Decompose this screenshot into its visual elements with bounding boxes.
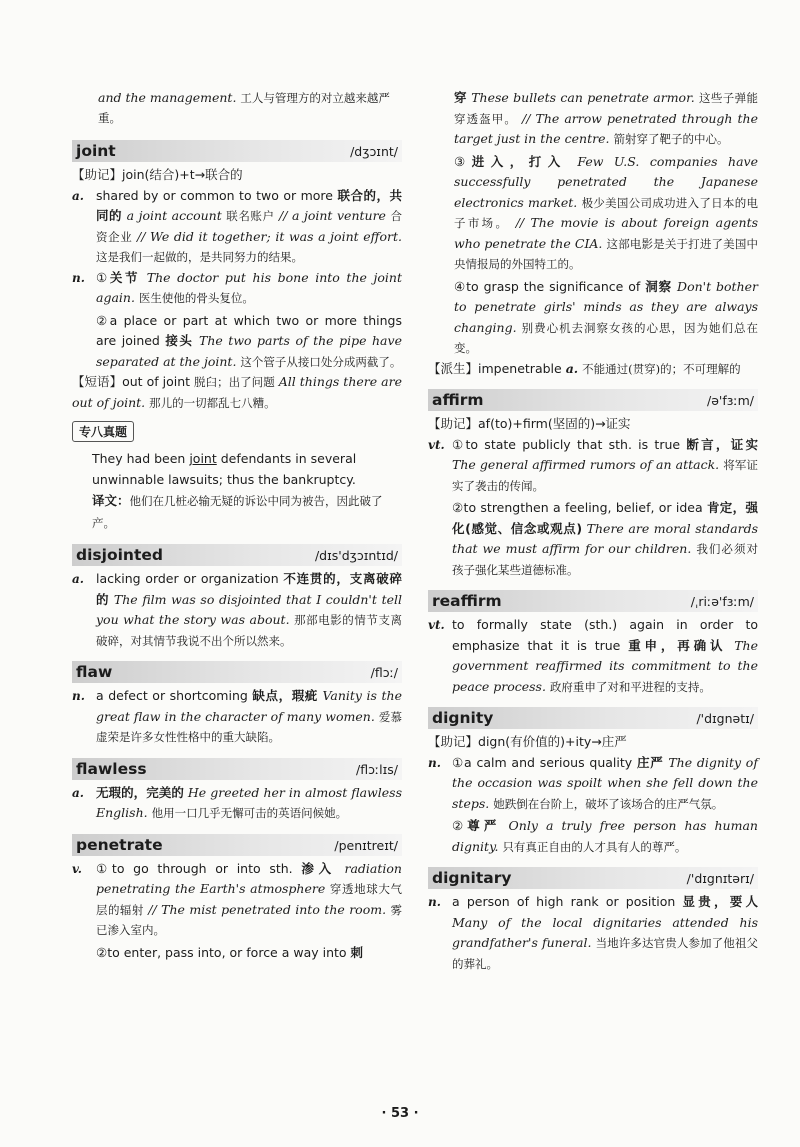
phonetic: /ˌriːə'fɜːm/	[690, 594, 754, 609]
sense-noun: n. ①关节 The doctor put his bone into the joint again. 医生使他的骨头复位。 ②a place or part at which two or more things are joined 接头 The two parts of the pipe have separated at the joint. 这个管子从接口处分成两截了。	[72, 269, 402, 369]
entry-dignitary	[428, 867, 758, 974]
sense: a. 无瑕的，完美的 He greeted her in almost flawless English. 他用一口几乎无懈可击的英语问候她。	[72, 784, 402, 820]
continuation-text: and the management. 工人与管理方的对立越来越严重。	[98, 90, 390, 125]
headword-bar	[72, 140, 402, 162]
headword: penetrate	[76, 835, 163, 854]
entry-joint	[72, 140, 402, 534]
entry-disjointed	[72, 544, 402, 651]
left-column	[72, 88, 402, 963]
headword-bar	[428, 867, 758, 889]
derived-form: 【派生】impenetrable a. 不能通过(贯穿)的；不可理解的	[428, 360, 741, 376]
sense: n. a defect or shortcoming 缺点，瑕疵 Vanity is the great flaw in the character of many women. 爱慕虚荣是许多女性性格中的重大缺陷。	[72, 688, 402, 744]
headword-bar	[72, 758, 402, 780]
headword: flaw	[76, 663, 113, 681]
phonetic: /'dɪgnɪtərɪ/	[686, 871, 754, 886]
entry-dignity	[428, 707, 758, 857]
entry-penetrate-continued: 穿 These bullets can penetrate armor. 这些子弹能穿透盔甲。 // The arrow penetrated through the target just in the centre. 箭射穿了靶子的中心。 ③进入，打入 Few U.S. companies have successfully penetrated the Japanese electronics market. 极少美国公司成功进入了日本的电子市场。 // The movie is about foreign agents who penetrate the CIA. 这部电影是关于打进了美国中央情报局的外国特工的。 ④to grasp the significance of 洞察 Don't bother to penetrate girls' minds as they are always changing. 别费心机去洞察女孩的心思，因为她们总在变。	[454, 90, 759, 355]
entry-flawless	[72, 758, 402, 824]
entry-penetrate	[72, 834, 402, 964]
exam-question: They had been joint defendants in several unwinnable lawsuits; thus the bankruptcy. 译文：他们在几桩必输无疑的诉讼中同为被告，因此破了产。	[92, 451, 383, 530]
sense: a. lacking order or organization 不连贯的，支离破碎的 The film was so disjointed that I couldn't tell you what the story was about. 那部电影的情节支离破碎，对其情节我说不出个所以然来。	[72, 571, 403, 648]
sense: n. ①a calm and serious quality 庄严 The dignity of the occasion was spoilt when she fell down the steps. 她跌倒在台阶上，破坏了该场合的庄严气氛。 ②尊严 Only a truly free person has human dignity. 只有真正自由的人才具有人的尊严。	[428, 754, 758, 854]
mnemonic: 【助记】dign(有价值的)+ity→庄严	[428, 734, 627, 749]
phonetic: /'dɪgnətɪ/	[696, 711, 754, 726]
entry-reaffirm	[428, 590, 758, 697]
phonetic: /penɪtreɪt/	[334, 837, 398, 853]
headword-bar	[72, 544, 402, 566]
sense: v. ①to go through or into sth. 渗入 radiation penetrating the Earth's atmosphere 穿透地球大气层的辐射 // The mist penetrated into the room. 雾已渗入室内。 ②to enter, pass into, or force a way into 刺	[72, 860, 402, 960]
sense: vt. ①to state publicly that sth. is true 断言，证实 The general affirmed rumors of an attack. 将军证实了袭击的传闻。 ②to strengthen a feeling, belief, or idea 肯定，强化(感觉、信念或观点) There are moral standards that we must affirm for our children. 我们必须对孩子强化某些道德标准。	[428, 436, 758, 577]
headword: joint	[76, 142, 116, 160]
phonetic: /dʒɔɪnt/	[350, 144, 398, 159]
headword: affirm	[432, 391, 484, 409]
page-number: · 53 ·	[381, 1106, 419, 1121]
headword: disjointed	[76, 546, 163, 564]
phonetic: /flɔːlɪs/	[355, 761, 398, 777]
headword-bar	[428, 590, 758, 612]
entry-flaw	[72, 661, 402, 748]
headword: dignitary	[432, 869, 512, 887]
sense: vt. to formally state (sth.) again in order to emphasize that it is true 重申，再确认 The government reaffirmed its commitment to the peace process. 政府重申了对和平进程的支持。	[428, 617, 758, 694]
headword: flawless	[76, 759, 147, 778]
mnemonic: 【助记】join(结合)+t→联合的	[72, 167, 243, 182]
headword: reaffirm	[432, 592, 502, 610]
sense: n. a person of high rank or position 显贵，要人 Many of the local dignitaries attended his grandfather's funeral. 当地许多达官贵人参加了他祖父的葬礼。	[428, 894, 758, 971]
headword-bar	[72, 834, 402, 856]
phonetic: /dɪs'dʒɔɪntɪd/	[314, 548, 398, 563]
exam-label-box: 专八真题	[72, 421, 134, 442]
headword-bar	[72, 661, 402, 683]
headword: dignity	[432, 709, 494, 727]
headword-bar	[428, 389, 758, 411]
phonetic: /ə'fɜːm/	[707, 393, 754, 408]
phonetic: /flɔː/	[370, 665, 398, 680]
phrase: 【短语】out of joint 脱臼；出了问题 All things there are out of joint. 那儿的一切都乱七八糟。	[72, 374, 402, 410]
headword-bar	[428, 707, 758, 729]
mnemonic: 【助记】af(to)+firm(坚固的)→证实	[428, 416, 631, 431]
entry-affirm	[428, 389, 758, 580]
right-column	[428, 88, 758, 974]
sense-adjective: a. shared by or common to two or more 联合的，共同的 a joint account 联名账户 // a joint venture 合资企业 // We did it together; it was a joint effort. 这是我们一起做的，是共同努力的结果。	[72, 187, 403, 264]
